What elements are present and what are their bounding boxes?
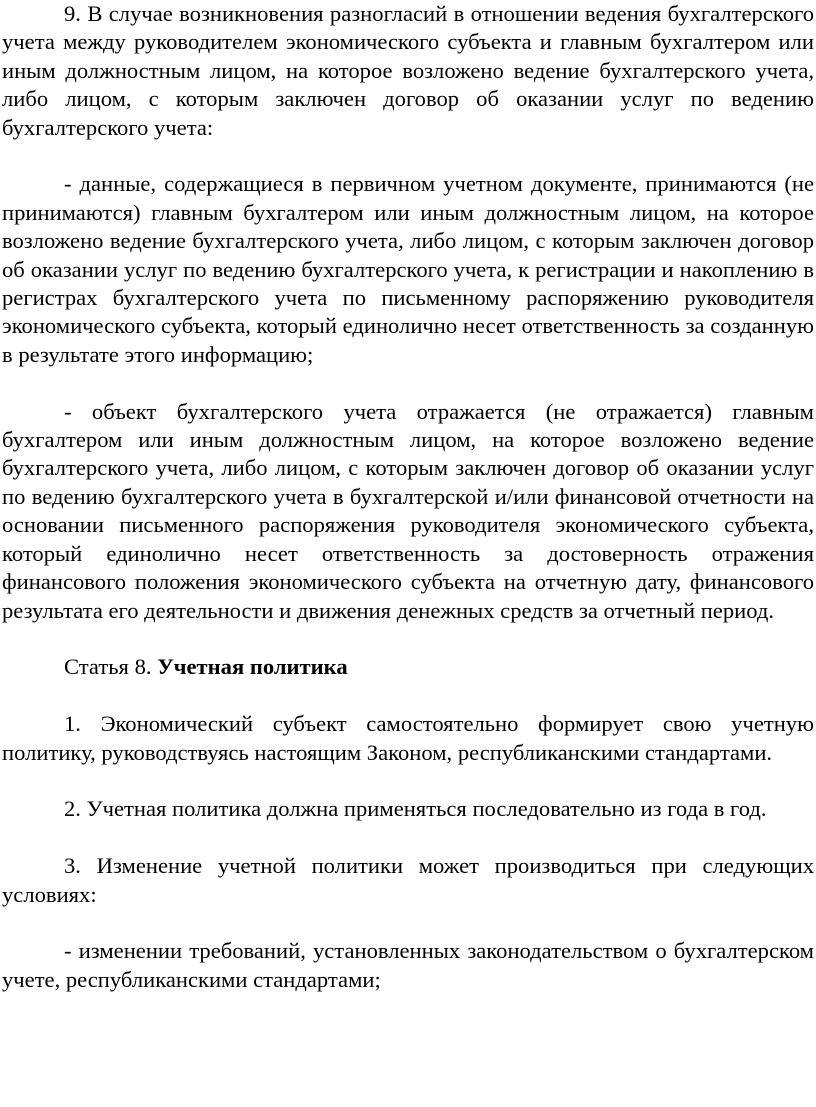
list-item-dash-3 (2, 937, 814, 994)
paragraph-text: Экономический субъект самостоятельно формирует свою учетную политику, руководствуясь настоящим Законом, республиканскими стандартами. (2, 711, 814, 765)
list-item-text: объект бухгалтерского учета отражается (не отражается) главным бухгалтером или иным должностным лицом, на которое возложено ведение бухгалтерского учета, либо лицом, с которым заключен договор об оказании услуг по ведению бухгалтерского учета в бухгалтерской и/или финансовой отчетности на основании письменного распоряжения руководителя экономического субъекта, который единолично несет ответственность за достоверность отражения финансового положения экономического субъекта на отчетную дату, финансового результата его деятельности и движения денежных средств за отчетный период. (2, 398, 814, 623)
list-item-text: изменении требований, установленных законодательством о бухгалтерском учете, республиканскими стандартами; (2, 938, 814, 992)
article-heading (2, 653, 814, 681)
paragraph-marker: 2. (64, 796, 81, 822)
article-paragraph-2 (2, 795, 814, 823)
list-item-dash-1 (2, 170, 814, 369)
paragraph-gap (2, 824, 814, 852)
list-marker: - (64, 171, 72, 197)
paragraph-gap (2, 767, 814, 795)
paragraph-gap (2, 682, 814, 710)
article-paragraph-1 (2, 710, 814, 767)
paragraph-gap (2, 369, 814, 397)
list-marker: - (64, 398, 72, 424)
list-item-dash-2 (2, 398, 814, 625)
paragraph-gap (2, 909, 814, 937)
article-title: Учетная политика (157, 654, 348, 680)
list-marker: - (64, 938, 72, 964)
paragraph-text: Учетная политика должна применяться последовательно из года в год. (86, 796, 767, 822)
paragraph-marker: 1. (64, 711, 81, 737)
article-paragraph-3 (2, 852, 814, 909)
paragraph-text: В случае возникновения разногласий в отношении ведения бухгалтерского учета между руководителем экономического субъекта и главным бухгалтером или иным должностным лицом, на которое возложено ведение бухгалтерского учета, либо лицом, с которым заключен договор об оказании услуг по ведению бухгалтерского учета: (2, 1, 814, 140)
list-item-text: данные, содержащиеся в первичном учетном документе, принимаются (не принимаются) главным бухгалтером или иным должностным лицом, на которое возложено ведение бухгалтерского учета, либо лицом, с которым заключен договор об оказании услуг по ведению бухгалтерского учета, к регистрации и накоплению в регистрах бухгалтерского учета по письменному распоряжению руководителя экономического субъекта, который единолично несет ответственность за созданную в результате этого информацию; (2, 171, 814, 367)
paragraph-9 (2, 0, 814, 142)
paragraph-gap (2, 625, 814, 653)
paragraph-marker: 3. (64, 853, 81, 879)
paragraph-marker: 9. (64, 1, 81, 26)
article-prefix: Статья 8. (64, 654, 152, 680)
paragraph-text: Изменение учетной политики может производиться при следующих условиях: (2, 853, 814, 907)
paragraph-gap (2, 142, 814, 170)
